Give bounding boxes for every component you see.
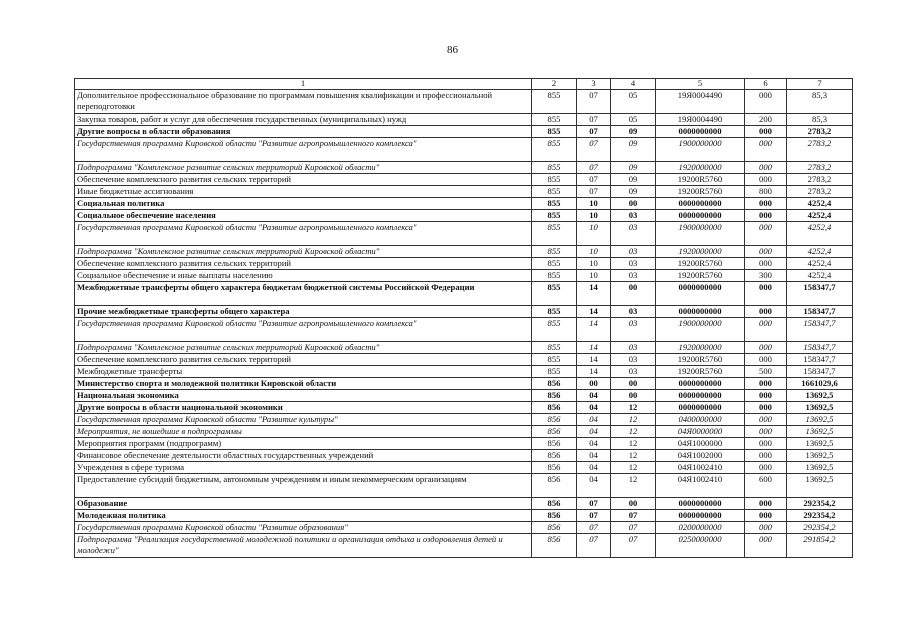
table-row [75,462,853,474]
row-amount-cell: 13692,5 [787,414,853,426]
row-amount-cell: 13692,5 [787,462,853,474]
row-code-3-cell: 07 [577,90,611,114]
row-code-4-cell: 03 [611,270,656,282]
row-name-cell: Подпрограмма "Реализация государственной молодежной политики и организация отдыха и оздоровления детей и молодежи" [75,534,532,558]
row-code-2-cell: 855 [532,90,577,114]
row-name-cell: Государственная программа Кировской области "Развитие культуры" [75,414,532,426]
row-name-cell: Министерство спорта и молодежной политики Кировской области [75,378,532,390]
row-code-3-cell: 04 [577,474,611,498]
row-name-cell: Подпрограмма "Комплексное развитие сельских территорий Кировской области" [75,162,532,174]
row-code-2-cell: 855 [532,270,577,282]
row-code-2-cell: 856 [532,378,577,390]
row-code-6-cell: 000 [745,246,787,258]
row-code-5-cell: 0250000000 [656,534,745,558]
row-code-6-cell: 000 [745,318,787,342]
row-code-2-cell: 855 [532,114,577,126]
row-code-2-cell: 855 [532,354,577,366]
row-code-3-cell: 10 [577,258,611,270]
row-code-5-cell: 1920000000 [656,342,745,354]
row-name-cell: Обеспечение комплексного развития сельских территорий [75,174,532,186]
row-name-cell: Финансовое обеспечение деятельности областных государственных учреждений [75,450,532,462]
row-code-2-cell: 855 [532,126,577,138]
row-name-cell: Национальная экономика [75,390,532,402]
row-code-5-cell: 19Я0004490 [656,114,745,126]
row-code-3-cell: 07 [577,498,611,510]
row-code-4-cell: 12 [611,402,656,414]
row-code-6-cell: 000 [745,450,787,462]
row-code-6-cell: 000 [745,462,787,474]
table-row [75,198,853,210]
row-amount-cell: 158347,7 [787,306,853,318]
row-code-5-cell: 04Я1000000 [656,438,745,450]
row-code-5-cell: 04Я1002410 [656,474,745,498]
row-name-cell: Обеспечение комплексного развития сельских территорий [75,354,532,366]
row-code-2-cell: 856 [532,426,577,438]
row-code-2-cell: 856 [532,402,577,414]
table-row [75,438,853,450]
row-code-2-cell: 855 [532,342,577,354]
row-code-3-cell: 04 [577,450,611,462]
row-code-3-cell: 04 [577,414,611,426]
row-code-2-cell: 855 [532,186,577,198]
column-header-2: 2 [532,79,577,90]
row-code-6-cell: 500 [745,366,787,378]
row-code-5-cell: 0000000000 [656,210,745,222]
row-amount-cell: 2783,2 [787,174,853,186]
table-row [75,186,853,198]
table-header-row [75,79,853,90]
row-amount-cell: 292354,2 [787,510,853,522]
table-row [75,498,853,510]
row-code-2-cell: 855 [532,282,577,306]
row-code-4-cell: 03 [611,306,656,318]
row-amount-cell: 2783,2 [787,186,853,198]
row-code-2-cell: 856 [532,510,577,522]
row-code-3-cell: 10 [577,198,611,210]
row-code-4-cell: 00 [611,498,656,510]
row-code-6-cell: 300 [745,270,787,282]
row-name-cell: Образование [75,498,532,510]
row-code-3-cell: 07 [577,126,611,138]
row-code-2-cell: 855 [532,162,577,174]
row-amount-cell: 13692,5 [787,402,853,414]
row-code-6-cell: 000 [745,174,787,186]
row-code-6-cell: 000 [745,378,787,390]
row-name-cell: Мероприятия, не вошедшие в подпрограммы [75,426,532,438]
row-code-4-cell: 07 [611,522,656,534]
table-row [75,282,853,306]
row-code-6-cell: 800 [745,186,787,198]
row-code-2-cell: 855 [532,258,577,270]
row-code-6-cell: 000 [745,390,787,402]
table-row [75,414,853,426]
row-code-4-cell: 03 [611,318,656,342]
row-amount-cell: 158347,7 [787,318,853,342]
row-amount-cell: 13692,5 [787,438,853,450]
row-code-2-cell: 856 [532,522,577,534]
row-name-cell: Государственная программа Кировской области "Развитие агропромышленного комплекса" [75,222,532,246]
row-name-cell: Прочие межбюджетные трансферты общего характера [75,306,532,318]
row-name-cell: Обеспечение комплексного развития сельских территорий [75,258,532,270]
row-code-3-cell: 14 [577,306,611,318]
row-code-4-cell: 07 [611,534,656,558]
row-name-cell: Другие вопросы в области образования [75,126,532,138]
row-name-cell: Государственная программа Кировской области "Развитие агропромышленного комплекса" [75,138,532,162]
table-row [75,366,853,378]
row-code-4-cell: 00 [611,282,656,306]
row-code-6-cell: 000 [745,534,787,558]
row-code-5-cell: 0400000000 [656,414,745,426]
row-code-6-cell: 000 [745,306,787,318]
row-code-3-cell: 10 [577,246,611,258]
row-name-cell: Мероприятия программ (подпрограмм) [75,438,532,450]
row-code-3-cell: 04 [577,402,611,414]
row-amount-cell: 292354,2 [787,522,853,534]
row-code-5-cell: 19200R5760 [656,186,745,198]
row-code-6-cell: 000 [745,510,787,522]
row-code-3-cell: 14 [577,366,611,378]
row-code-4-cell: 03 [611,258,656,270]
row-code-3-cell: 14 [577,354,611,366]
row-name-cell: Социальное обеспечение населения [75,210,532,222]
row-code-3-cell: 04 [577,426,611,438]
row-amount-cell: 292354,2 [787,498,853,510]
row-code-3-cell: 10 [577,270,611,282]
row-code-5-cell: 19200R5760 [656,258,745,270]
row-code-3-cell: 10 [577,222,611,246]
column-header-3: 3 [577,79,611,90]
row-code-3-cell: 07 [577,186,611,198]
row-code-5-cell: 0200000000 [656,522,745,534]
row-code-5-cell: 19Я0004490 [656,90,745,114]
row-code-3-cell: 07 [577,174,611,186]
row-code-6-cell: 000 [745,426,787,438]
row-code-3-cell: 14 [577,318,611,342]
row-code-5-cell: 0000000000 [656,498,745,510]
row-amount-cell: 158347,7 [787,366,853,378]
row-code-6-cell: 000 [745,198,787,210]
row-code-3-cell: 07 [577,114,611,126]
budget-table [74,78,853,558]
table-row [75,162,853,174]
row-code-5-cell: 0000000000 [656,126,745,138]
row-code-5-cell: 04Я1002410 [656,462,745,474]
row-amount-cell: 2783,2 [787,126,853,138]
row-amount-cell: 13692,5 [787,474,853,498]
row-code-4-cell: 05 [611,90,656,114]
row-code-5-cell: 1920000000 [656,162,745,174]
table-row [75,378,853,390]
row-code-6-cell: 600 [745,474,787,498]
row-code-5-cell: 19200R5760 [656,354,745,366]
row-code-5-cell: 1920000000 [656,246,745,258]
row-code-5-cell: 19200R5760 [656,174,745,186]
row-code-5-cell: 0000000000 [656,390,745,402]
table-row [75,114,853,126]
row-code-4-cell: 03 [611,246,656,258]
row-code-4-cell: 12 [611,414,656,426]
row-name-cell: Межбюджетные трансферты [75,366,532,378]
row-code-4-cell: 05 [611,114,656,126]
row-code-6-cell: 000 [745,414,787,426]
row-code-5-cell: 1900000000 [656,222,745,246]
table-row [75,474,853,498]
row-code-6-cell: 000 [745,522,787,534]
table-row [75,342,853,354]
row-code-2-cell: 856 [532,474,577,498]
row-code-3-cell: 14 [577,342,611,354]
row-code-4-cell: 00 [611,378,656,390]
row-code-6-cell: 000 [745,222,787,246]
row-code-2-cell: 855 [532,222,577,246]
row-name-cell: Государственная программа Кировской области "Развитие образования" [75,522,532,534]
table-row [75,174,853,186]
row-code-6-cell: 000 [745,138,787,162]
row-code-2-cell: 855 [532,366,577,378]
column-header-1: 1 [75,79,532,90]
row-name-cell: Дополнительное профессиональное образование по программам повышения квалификации и профессиональной переподготовки [75,90,532,114]
row-code-4-cell: 00 [611,198,656,210]
row-amount-cell: 85,3 [787,90,853,114]
row-name-cell: Иные бюджетные ассигнования [75,186,532,198]
row-code-6-cell: 000 [745,210,787,222]
table-row [75,450,853,462]
page-number: 86 [447,44,458,56]
row-code-4-cell: 00 [611,390,656,402]
table-row [75,222,853,246]
row-amount-cell: 4252,4 [787,258,853,270]
row-code-5-cell: 19200R5760 [656,366,745,378]
row-code-4-cell: 03 [611,342,656,354]
table-body [75,90,853,558]
row-code-5-cell: 0000000000 [656,306,745,318]
row-code-2-cell: 855 [532,198,577,210]
row-code-3-cell: 07 [577,510,611,522]
row-name-cell: Закупка товаров, работ и услуг для обеспечения государственных (муниципальных) нужд [75,114,532,126]
row-code-2-cell: 855 [532,246,577,258]
row-amount-cell: 4252,4 [787,222,853,246]
table-row [75,534,853,558]
table-row [75,402,853,414]
row-code-3-cell: 14 [577,282,611,306]
table-row [75,258,853,270]
column-header-4: 4 [611,79,656,90]
column-header-7: 7 [787,79,853,90]
row-amount-cell: 4252,4 [787,210,853,222]
row-code-4-cell: 03 [611,210,656,222]
row-name-cell: Подпрограмма "Комплексное развитие сельских территорий Кировской области" [75,246,532,258]
row-code-5-cell: 0000000000 [656,402,745,414]
row-code-2-cell: 855 [532,174,577,186]
row-code-3-cell: 07 [577,522,611,534]
row-code-6-cell: 000 [745,162,787,174]
row-code-3-cell: 04 [577,462,611,474]
row-code-6-cell: 000 [745,342,787,354]
row-code-4-cell: 12 [611,450,656,462]
row-amount-cell: 13692,5 [787,450,853,462]
row-code-4-cell: 09 [611,138,656,162]
table-row [75,126,853,138]
table-row [75,522,853,534]
row-code-6-cell: 200 [745,114,787,126]
table-row [75,270,853,282]
row-code-3-cell: 10 [577,210,611,222]
row-code-5-cell: 0000000000 [656,282,745,306]
row-code-6-cell: 000 [745,402,787,414]
table-row [75,426,853,438]
row-code-2-cell: 856 [532,450,577,462]
table-row [75,354,853,366]
row-code-4-cell: 03 [611,354,656,366]
row-code-5-cell: 0000000000 [656,510,745,522]
table-row [75,390,853,402]
row-code-5-cell: 0000000000 [656,198,745,210]
row-amount-cell: 158347,7 [787,354,853,366]
row-code-6-cell: 000 [745,90,787,114]
row-name-cell: Подпрограмма "Комплексное развитие сельских территорий Кировской области" [75,342,532,354]
row-amount-cell: 4252,4 [787,270,853,282]
row-code-3-cell: 04 [577,390,611,402]
row-name-cell: Другие вопросы в области национальной экономики [75,402,532,414]
row-amount-cell: 4252,4 [787,198,853,210]
table-row [75,210,853,222]
table-row [75,318,853,342]
row-amount-cell: 13692,5 [787,426,853,438]
row-name-cell: Межбюджетные трансферты общего характера бюджетам бюджетной системы Российской Федерации [75,282,532,306]
row-code-2-cell: 855 [532,306,577,318]
row-code-4-cell: 09 [611,186,656,198]
row-name-cell: Учреждения в сфере туризма [75,462,532,474]
row-code-4-cell: 12 [611,438,656,450]
row-code-6-cell: 000 [745,438,787,450]
row-code-4-cell: 09 [611,174,656,186]
row-code-6-cell: 000 [745,126,787,138]
row-code-6-cell: 000 [745,354,787,366]
row-code-2-cell: 856 [532,462,577,474]
table-row [75,306,853,318]
row-code-2-cell: 855 [532,318,577,342]
row-code-3-cell: 07 [577,138,611,162]
row-code-4-cell: 09 [611,162,656,174]
row-code-2-cell: 856 [532,390,577,402]
row-code-2-cell: 856 [532,534,577,558]
row-code-5-cell: 04Я0000000 [656,426,745,438]
row-code-3-cell: 00 [577,378,611,390]
row-code-4-cell: 12 [611,462,656,474]
table-row [75,138,853,162]
row-code-5-cell: 1900000000 [656,138,745,162]
row-code-4-cell: 12 [611,426,656,438]
row-code-4-cell: 09 [611,126,656,138]
table-row [75,90,853,114]
row-code-5-cell: 0000000000 [656,378,745,390]
table-row [75,246,853,258]
row-amount-cell: 158347,7 [787,282,853,306]
row-code-4-cell: 03 [611,366,656,378]
row-code-4-cell: 03 [611,222,656,246]
row-code-5-cell: 19200R5760 [656,270,745,282]
row-code-4-cell: 07 [611,510,656,522]
column-header-6: 6 [745,79,787,90]
row-code-3-cell: 04 [577,438,611,450]
row-amount-cell: 291854,2 [787,534,853,558]
row-code-2-cell: 856 [532,498,577,510]
row-amount-cell: 158347,7 [787,342,853,354]
row-name-cell: Социальное обеспечение и иные выплаты населению [75,270,532,282]
row-name-cell: Предоставление субсидий бюджетным, автономным учреждениям и иным некоммерческим организациям [75,474,532,498]
row-name-cell: Государственная программа Кировской области "Развитие агропромышленного комплекса" [75,318,532,342]
row-amount-cell: 1661029,6 [787,378,853,390]
row-code-3-cell: 07 [577,534,611,558]
column-header-5: 5 [656,79,745,90]
row-code-2-cell: 856 [532,414,577,426]
row-code-2-cell: 855 [532,138,577,162]
row-code-5-cell: 04Я1002000 [656,450,745,462]
row-code-3-cell: 07 [577,162,611,174]
row-code-4-cell: 12 [611,474,656,498]
row-amount-cell: 2783,2 [787,162,853,174]
row-amount-cell: 85,3 [787,114,853,126]
table-row [75,510,853,522]
row-code-5-cell: 1900000000 [656,318,745,342]
row-code-6-cell: 000 [745,498,787,510]
row-code-2-cell: 856 [532,438,577,450]
row-amount-cell: 4252,4 [787,246,853,258]
row-name-cell: Социальная политика [75,198,532,210]
row-amount-cell: 13692,5 [787,390,853,402]
row-code-6-cell: 000 [745,258,787,270]
row-name-cell: Молодежная политика [75,510,532,522]
row-code-6-cell: 000 [745,282,787,306]
row-amount-cell: 2783,2 [787,138,853,162]
row-code-2-cell: 855 [532,210,577,222]
